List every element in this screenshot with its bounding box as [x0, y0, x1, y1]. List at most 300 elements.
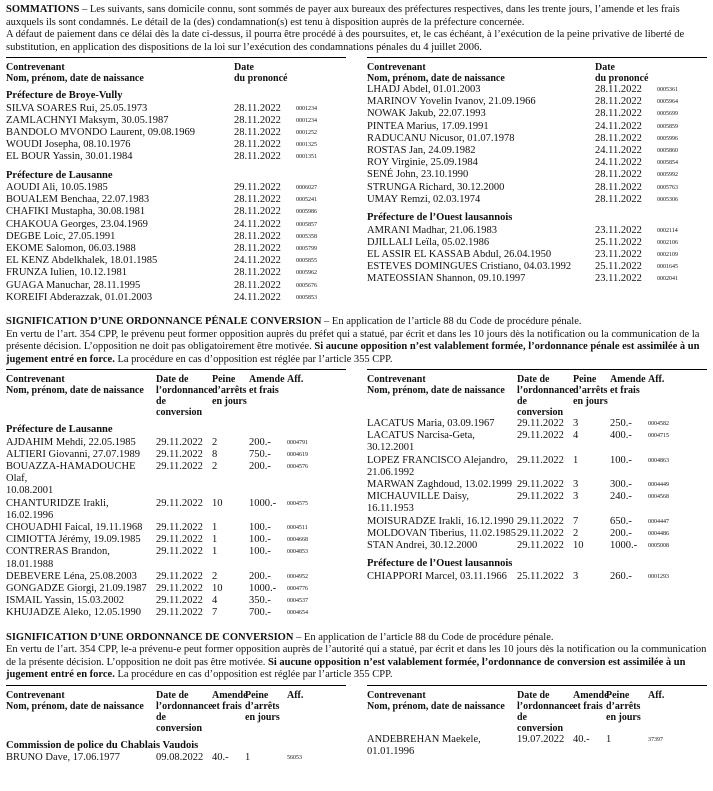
cell-date: 29.11.2022 — [156, 570, 203, 582]
table-left — [6, 57, 346, 304]
cell-date: 25.11.2022 — [595, 236, 642, 248]
cell-name: SENÉ John, 23.10.1990 — [367, 169, 469, 181]
cell-fine: 240.- — [610, 491, 632, 503]
cell-date: 28.11.2022 — [595, 181, 642, 193]
cell-ref: 0001252 — [296, 129, 317, 136]
cell-name: CIMIOTTA Jérémy, 19.09.1985 — [6, 534, 141, 546]
cell-name: DEBEVERE Léna, 25.08.2003 — [6, 570, 137, 582]
cell-name: PINTEA Marius, 17.09.1991 — [367, 120, 489, 132]
cell-date: 24.11.2022 — [234, 218, 281, 230]
cell-name: BANDOLO MVONDO Laurent, 09.08.1969 — [6, 126, 195, 138]
cell-date: 29.11.2022 — [234, 182, 281, 194]
group-heading: Préfecture de Broye-Vully — [6, 90, 123, 101]
paragraph-bold: Si aucune opposition n’est valablement formée, l’ordonnance pénale est assimilée à un jugement entré en force. — [6, 341, 700, 365]
table-row — [6, 219, 346, 231]
table-header — [6, 58, 346, 84]
cell-name: EL KENZ Abdelkhalek, 18.01.1985 — [6, 255, 158, 267]
cell-date: 28.11.2022 — [595, 169, 642, 181]
header-date: Date de l’ordonnance de conversion — [517, 374, 574, 419]
cell-ref: 0001325 — [296, 142, 317, 149]
table-row — [367, 96, 707, 108]
cell-ref: 0004863 — [648, 457, 669, 464]
cell-fine: 200.- — [610, 527, 632, 539]
cell-ref: 0005855 — [296, 258, 317, 265]
table-right — [367, 57, 707, 304]
cell-ref: 0001234 — [296, 105, 317, 112]
table-row — [367, 225, 707, 237]
header-aff: Aff. — [287, 374, 304, 386]
header-aff — [657, 62, 707, 84]
header-fine: Amende et frais — [610, 374, 646, 397]
cell-days: 7 — [212, 607, 218, 619]
header-name: Contrevenant Nom, prénom, date de naissance — [367, 62, 505, 84]
cell-ref: 56053 — [287, 755, 302, 762]
header-name: Contrevenant Nom, prénom, date de naissance — [367, 374, 505, 397]
cell-ref: 0002109 — [657, 251, 678, 258]
table-row — [6, 546, 346, 570]
table-row — [6, 151, 346, 163]
cell-fine: 700.- — [249, 607, 271, 619]
cell-name: ESTEVES DOMINGUES Cristiano, 04.03.1992 — [367, 261, 572, 273]
cell-days: 7 — [573, 515, 579, 527]
section-subtitle: – En application de l’article 88 du Code de procédure pénale. — [321, 316, 582, 328]
cell-days: 10 — [212, 582, 223, 594]
cell-date: 09.08.2022 — [156, 752, 204, 764]
cell-fine: 100.- — [249, 521, 271, 533]
cell-date: 29.11.2022 — [156, 534, 203, 546]
cell-name: MARWAN Zaghdoud, 13.02.1999 — [367, 479, 512, 491]
table-row — [6, 267, 346, 279]
header-name: Contrevenant Nom, prénom, date de naissance — [6, 62, 144, 84]
cell-date: 29.11.2022 — [156, 497, 203, 509]
table-row — [6, 115, 346, 127]
cell-date: 29.11.2022 — [156, 595, 203, 607]
intro-paragraph-2: A défaut de paiement dans ce délai dès la date ci-dessus, il pourra être procédé à des poursuites, et, le cas échéant, à l’exécution de la peine privative de liberté de substitution, en application des dispositions de la loi sur l’exécution des condamnations pénales du 4 juillet 2006. — [6, 29, 685, 53]
header-date: Date du prononcé — [234, 62, 288, 84]
cell-name: EL BOUR Yassin, 30.01.1984 — [6, 151, 133, 163]
table-header — [6, 686, 346, 734]
paragraph-bold: Si aucune opposition n’est valablement formée, l’ordonnance de conversion est assimilée à un jugement entré en force. — [6, 656, 686, 681]
cell-days: 8 — [212, 448, 218, 460]
cell-fine: 200.- — [249, 436, 271, 448]
cell-date: 29.11.2022 — [517, 479, 564, 491]
section-subtitle: – En application de l’article 88 du Code de procédure pénale. — [293, 631, 554, 643]
cell-name: LACATUS Narcisa-Geta, 30.12.2001 — [367, 430, 475, 454]
table-row — [6, 607, 346, 619]
cell-ref: 0004776 — [287, 585, 308, 592]
cell-date: 24.11.2022 — [595, 120, 642, 132]
paragraph-text: La procédure en cas d’opposition est réglée par l’article 355 CPP. — [114, 353, 393, 365]
cell-date: 24.11.2022 — [595, 157, 642, 169]
cell-ref: 0005996 — [657, 135, 678, 142]
cell-fine: 1000.- — [249, 582, 277, 594]
section-conversion — [6, 632, 707, 765]
cell-name: CHAFIKI Mustapha, 30.08.1981 — [6, 206, 146, 218]
cell-fine: 40.- — [573, 733, 590, 745]
cell-name: CHIAPPORI Marcel, 03.11.1966 — [367, 570, 507, 582]
cell-name: EKOME Salomon, 06.03.1988 — [6, 243, 136, 255]
cell-ref: 0005676 — [296, 282, 317, 289]
cell-days: 3 — [573, 418, 579, 430]
section-title: SIGNIFICATION D’UNE ORDONNANCE DE CONVERSION — [6, 631, 294, 643]
cell-date: 28.11.2022 — [234, 243, 281, 255]
cell-ref: 0001351 — [296, 154, 317, 161]
cell-name: MICHAUVILLE Daisy, 16.11.1953 — [367, 491, 469, 515]
header-days: Peine d’arrêts en jours — [573, 374, 608, 408]
cell-name: RADUCANU Nicusor, 01.07.1978 — [367, 132, 515, 144]
cell-name: FRUNZA Iulien, 10.12.1981 — [6, 267, 128, 279]
header-date: Date de l’ordonnance de conversion — [517, 689, 574, 734]
page — [6, 4, 707, 764]
cell-ref: 0005799 — [296, 246, 317, 253]
cell-fine: 250.- — [610, 418, 632, 430]
paragraph-text: La procédure en cas d’opposition est réglée par l’article 355 CPP. — [114, 669, 393, 681]
cell-ref: 0004619 — [287, 451, 308, 458]
table-row — [6, 292, 346, 304]
intro-text: – Les suivants, sans domicile connu, sont sommés de payer aux bureaux des préfectures respectives, dans les trente jours, l’amende et les frais auxquels ils sont condamnés. Le détail de la (des) condamnation(s) est tenu à disposition auprès de la préfecture concernée. — [6, 4, 680, 28]
cell-ref: 0005008 — [648, 543, 669, 550]
section-paragraph — [6, 329, 707, 367]
cell-name: MARINOV Yovelin Ivanov, 21.09.1966 — [367, 96, 536, 108]
section-penal-conversion — [6, 316, 707, 620]
header-date: Date du prononcé — [595, 62, 649, 84]
cell-date: 29.11.2022 — [517, 454, 564, 466]
cell-name-line: 10.08.2001 — [6, 485, 54, 497]
cell-days: 2 — [573, 527, 579, 539]
table-row — [367, 540, 707, 552]
group-heading: Préfecture de l’Ouest lausannois — [367, 212, 513, 224]
cell-ref: 0005962 — [296, 270, 317, 277]
header-days: Peine d’arrêts en jours — [606, 689, 641, 723]
cell-days: 2 — [212, 570, 218, 582]
table-header — [367, 370, 707, 418]
cell-ref: 0001645 — [657, 264, 678, 271]
cell-fine: 1000.- — [610, 540, 638, 552]
cell-name: STAN Andrei, 30.12.2000 — [367, 540, 478, 552]
cell-ref: 0004668 — [287, 537, 308, 544]
cell-ref: 0005859 — [657, 123, 678, 130]
table-row — [367, 273, 707, 285]
section-title: SOMMATIONS — [6, 4, 80, 15]
table-row — [6, 231, 346, 243]
cell-name: BRUNO Dave, 17.06.1977 — [6, 752, 121, 764]
cell-name — [367, 455, 517, 479]
cell-date: 28.11.2022 — [595, 193, 642, 205]
cell-fine: 1000.- — [249, 497, 277, 509]
table-header — [367, 686, 707, 734]
cell-name: AJDAHIM Mehdi, 22.05.1985 — [6, 436, 136, 448]
cell-ref: 0005992 — [657, 172, 678, 179]
cell-fine: 100.- — [249, 546, 271, 558]
cell-name: KHUJADZE Aleko, 12.05.1990 — [6, 607, 142, 619]
cell-date: 25.11.2022 — [517, 570, 564, 582]
cell-name: ROY Virginie, 25.09.1984 — [367, 157, 478, 169]
cell-days: 3 — [573, 491, 579, 503]
cell-date: 29.11.2022 — [517, 430, 564, 442]
cell-name: CHAKOUA Georges, 23.04.1969 — [6, 218, 148, 230]
cell-name: ALTIERI Giovanni, 27.07.1989 — [6, 448, 141, 460]
cell-name: WOUDI Josepha, 08.10.1976 — [6, 139, 131, 151]
cell-name: CHANTURIDZE Irakli, 16.02.1996 — [6, 497, 109, 521]
table-row — [6, 583, 346, 595]
table-row — [6, 522, 346, 534]
cell-fine: 200.- — [249, 460, 271, 472]
cell-ref: 0004447 — [648, 518, 669, 525]
cell-name: KOREIFI Abderazzak, 01.01.2003 — [6, 291, 153, 303]
cell-ref: 0005361 — [657, 87, 678, 93]
table-row — [367, 479, 707, 491]
conversion-tables — [6, 369, 707, 620]
cell-ref: 0002106 — [657, 239, 678, 246]
cell-name: GONGADZE Giorgi, 21.09.1987 — [6, 582, 147, 594]
cell-name: LHADJ Abdel, 01.01.2003 — [367, 84, 481, 95]
table-row — [6, 206, 346, 218]
group-heading: Préfecture de l’Ouest lausannois — [367, 558, 513, 570]
cell-ref: 0004952 — [287, 573, 308, 580]
cell-name-line: ANDEBREHAN Maekele, — [367, 733, 481, 745]
header-fine: Amende et frais — [573, 689, 609, 712]
cell-fine: 100.- — [610, 454, 632, 466]
cell-ref: 0004791 — [287, 439, 308, 446]
cell-name-line: 21.06.1992 — [367, 466, 415, 478]
cell-ref: 0006027 — [296, 185, 317, 192]
table-row — [6, 127, 346, 139]
cell-date: 23.11.2022 — [595, 248, 642, 260]
sommations-tables — [6, 57, 707, 304]
cell-name: LACATUS Maria, 03.09.1967 — [367, 418, 495, 430]
table-row — [367, 249, 707, 261]
cell-fine: 300.- — [610, 479, 632, 491]
cell-days: 10 — [573, 540, 584, 552]
cell-date: 24.11.2022 — [595, 145, 642, 157]
cell-date: 28.11.2022 — [234, 126, 281, 138]
table-row — [367, 145, 707, 157]
cell-ref: 0004654 — [287, 610, 308, 617]
table-row — [367, 455, 707, 479]
table-row — [367, 418, 707, 430]
cell-date: 29.11.2022 — [156, 582, 203, 594]
header-aff — [296, 62, 346, 84]
table-row — [6, 243, 346, 255]
cell-name: UMAY Remzi, 02.03.1974 — [367, 193, 481, 205]
cell-ref: 0002114 — [657, 227, 678, 234]
cell-date: 28.11.2022 — [234, 139, 281, 151]
cell-ref: 0005763 — [657, 184, 678, 191]
cell-days: 1 — [212, 546, 218, 558]
cell-date: 28.11.2022 — [234, 102, 281, 114]
cell-name: STRUNGA Richard, 30.12.2000 — [367, 181, 505, 193]
section-heading — [6, 632, 707, 645]
cell-name: MOISURADZE Irakli, 16.12.1990 — [367, 515, 514, 527]
table-row — [6, 534, 346, 546]
header-days: Peine d’arrêts en jours — [212, 374, 247, 408]
section-heading — [6, 316, 707, 329]
cell-ref: 0005699 — [657, 111, 678, 118]
table-left — [6, 685, 346, 765]
cell-fine: 260.- — [610, 570, 632, 582]
cell-fine: 350.- — [249, 595, 271, 607]
table-header — [6, 370, 346, 418]
cell-date: 28.11.2022 — [234, 267, 281, 279]
cell-date: 29.11.2022 — [517, 527, 564, 539]
cell-date: 29.11.2022 — [156, 607, 203, 619]
cell-date: 28.11.2022 — [595, 108, 642, 120]
section-title: SIGNIFICATION D’UNE ORDONNANCE PÉNALE CONVERSION — [6, 316, 322, 328]
table-left — [6, 369, 346, 620]
cell-name: ROSTAS Jan, 24.09.1982 — [367, 145, 476, 157]
table-row — [367, 194, 707, 206]
cell-ref: 0001234 — [296, 117, 317, 124]
table-right — [367, 685, 707, 765]
paragraph-text: En vertu de l’art. 354 CPP, le prévenu peut former opposition auprès du préfet qui a statué, par écrit et dans les 10 jours dès la notification ou la communication de la présente décision. L’opposition ne doit pas obligatoirement être motivée. — [6, 328, 700, 353]
table-row — [6, 139, 346, 151]
cell-date: 28.11.2022 — [234, 151, 281, 163]
cell-fine: 40.- — [212, 752, 229, 764]
header-days: Peine d’arrêts en jours — [245, 689, 280, 723]
cell-date: 28.11.2022 — [234, 279, 281, 291]
header-name: Contrevenant Nom, prénom, date de naissance — [6, 689, 144, 712]
cell-name: ISMAIL Yassin, 15.03.2002 — [6, 595, 125, 607]
cell-ref: 37397 — [648, 736, 663, 743]
cell-ref: 0004537 — [287, 598, 308, 605]
cell-date: 29.11.2022 — [156, 521, 203, 533]
cell-name-line: LOPEZ FRANCISCO Alejandro, — [367, 454, 508, 466]
cell-name: GUAGA Manuchar, 28.11.1995 — [6, 279, 141, 291]
cell-date: 29.11.2022 — [517, 515, 564, 527]
cell-date: 24.11.2022 — [234, 255, 281, 267]
cell-date: 29.11.2022 — [517, 491, 564, 503]
cell-ref: 0005853 — [296, 294, 317, 301]
cell-name: CONTRERAS Brandon, 18.01.1988 — [6, 546, 110, 570]
table-row — [367, 571, 707, 583]
intro-paragraph — [6, 4, 707, 29]
table-row — [367, 169, 707, 181]
cell-date: 28.11.2022 — [234, 206, 281, 218]
cell-name: EL ASSIR EL KASSAB Abdul, 26.04.1950 — [367, 248, 552, 260]
cell-name-line: 01.01.1996 — [367, 745, 415, 757]
cell-ref: 0004853 — [287, 549, 308, 556]
cell-days: 1 — [245, 752, 251, 764]
cell-ref: 0005358 — [296, 233, 317, 240]
cell-date: 28.11.2022 — [234, 114, 281, 126]
header-aff: Aff. — [287, 689, 304, 701]
cell-date: 29.11.2022 — [156, 436, 203, 448]
table-row — [6, 461, 346, 498]
cell-date: 28.11.2022 — [595, 132, 642, 144]
cell-date: 29.11.2022 — [156, 448, 203, 460]
cell-name: AOUDI Ali, 10.05.1985 — [6, 182, 108, 194]
group-heading: Préfecture de Lausanne — [6, 169, 113, 181]
cell-date: 24.11.2022 — [234, 291, 281, 303]
table-row — [6, 595, 346, 607]
cell-days: 2 — [212, 436, 218, 448]
table-row — [6, 449, 346, 461]
cell-ref: 0005964 — [657, 99, 678, 106]
header-fine: Amende et frais — [212, 689, 248, 712]
cell-ref: 0005857 — [296, 221, 317, 228]
cell-date: 29.11.2022 — [156, 460, 203, 472]
table-header — [367, 58, 707, 84]
cell-days: 4 — [573, 430, 579, 442]
cell-date: 29.11.2022 — [156, 546, 203, 558]
cell-fine: 750.- — [249, 448, 271, 460]
cell-fine: 100.- — [249, 534, 271, 546]
cell-ref: 0004715 — [648, 433, 669, 440]
table-row — [367, 734, 707, 758]
paragraph-text: En vertu de l’art. 354 CPP, le-a prévenu-e peut former opposition auprès de l’autorité qui a statué, par écrit et dans les 10 jours dès la notification ou la communication de la présente décision. L’opposition ne doit pas être motivée. — [6, 644, 707, 668]
table-row — [367, 157, 707, 169]
table-row — [367, 121, 707, 133]
cell-ref: 0004568 — [648, 494, 669, 501]
header-aff: Aff. — [648, 374, 665, 386]
cell-ref: 0004582 — [648, 421, 669, 428]
table-row — [6, 194, 346, 206]
table-row — [6, 280, 346, 292]
table-row — [367, 84, 707, 96]
cell-days: 1 — [212, 521, 218, 533]
cell-name-line: BOUAZZA-HAMADOUCHE Olaf, — [6, 460, 136, 485]
cell-ref: 0001293 — [648, 573, 669, 580]
table-row — [367, 528, 707, 540]
table-row — [367, 516, 707, 528]
table-row — [6, 437, 346, 449]
table-row — [367, 133, 707, 145]
table-row — [367, 182, 707, 194]
cell-name: SILVA SOARES Rui, 25.05.1973 — [6, 102, 148, 114]
cell-days: 1 — [212, 534, 218, 546]
cell-name: BOUALEM Benchaa, 22.07.1983 — [6, 194, 150, 206]
header-fine: Amende et frais — [249, 374, 285, 397]
table-row — [367, 237, 707, 249]
cell-ref: 0005854 — [657, 160, 678, 167]
cell-date: 23.11.2022 — [595, 224, 642, 236]
table-row — [6, 752, 346, 764]
cell-ref: 0004449 — [648, 482, 669, 489]
table-right — [367, 369, 707, 620]
table-row — [6, 571, 346, 583]
table-row — [367, 430, 707, 454]
cell-name: AMRANI Madhar, 21.06.1983 — [367, 224, 497, 236]
table-row — [6, 182, 346, 194]
cell-days: 3 — [573, 479, 579, 491]
cell-ref: 0004576 — [287, 463, 308, 470]
cell-name: DEGBE Loic, 27.05.1991 — [6, 230, 116, 242]
cell-ref: 0004511 — [287, 524, 308, 531]
header-date: Date de l’ordonnance de conversion — [156, 374, 213, 419]
table-row — [6, 498, 346, 522]
cell-days: 4 — [212, 595, 218, 607]
cell-name: NOWAK Jakub, 22.07.1993 — [367, 108, 486, 120]
cell-ref: 0005241 — [296, 197, 317, 204]
cell-date: 23.11.2022 — [595, 273, 642, 285]
cell-ref: 0005986 — [296, 209, 317, 216]
cell-ref: 0002041 — [657, 276, 678, 283]
cell-date: 25.11.2022 — [595, 261, 642, 273]
cell-name: ZAMLACHNYI Maksym, 30.05.1987 — [6, 114, 169, 126]
cell-name: DJILLALI Leïla, 05.02.1986 — [367, 236, 490, 248]
cell-days: 10 — [212, 497, 223, 509]
cell-ref: 0004575 — [287, 500, 308, 507]
conversion-tables-2 — [6, 685, 707, 765]
section-paragraph — [6, 644, 707, 682]
header-name: Contrevenant Nom, prénom, date de naissance — [6, 374, 144, 397]
cell-date: 28.11.2022 — [595, 84, 642, 95]
cell-name: CHOUADHI Faical, 19.11.1968 — [6, 521, 143, 533]
header-aff: Aff. — [648, 689, 665, 701]
header-date: Date de l’ordonnance de conversion — [156, 689, 213, 734]
cell-date: 29.11.2022 — [517, 540, 564, 552]
group-heading: Préfecture de Lausanne — [6, 424, 113, 436]
